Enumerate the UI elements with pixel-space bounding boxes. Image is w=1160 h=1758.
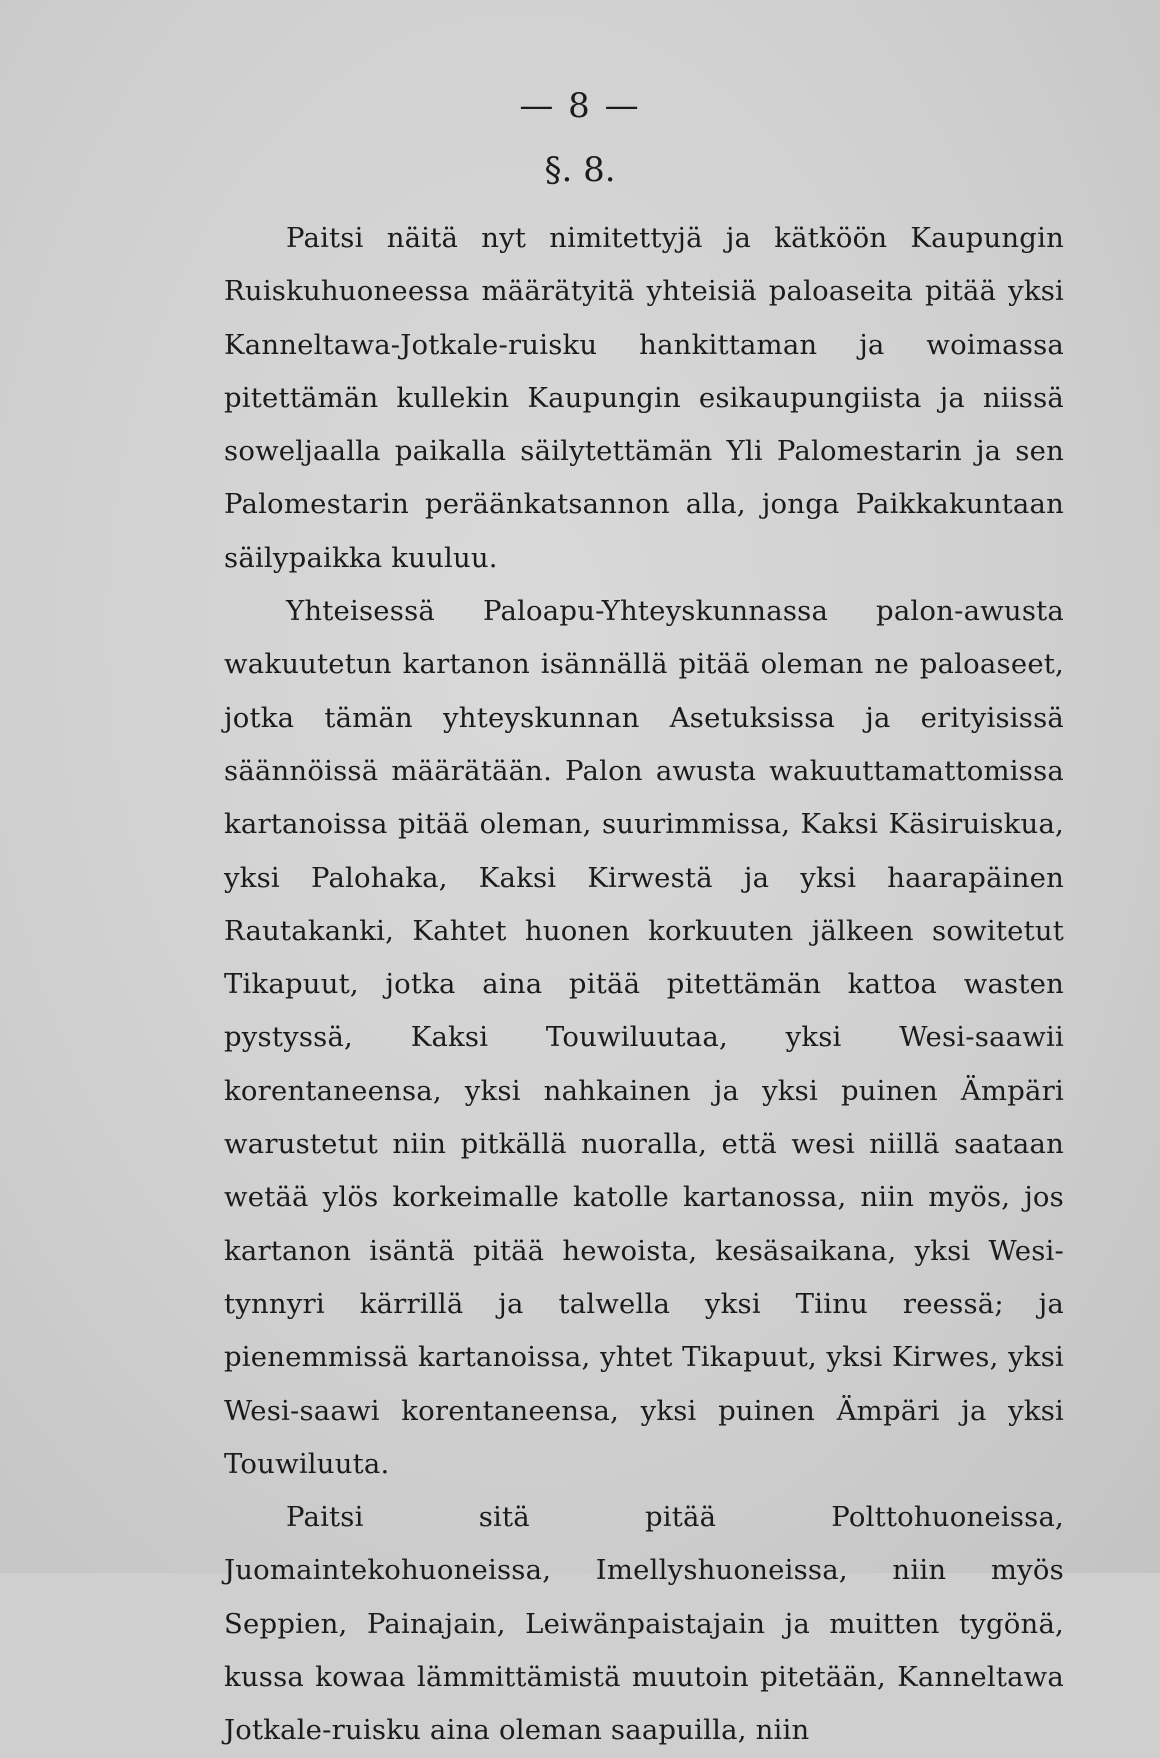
section-heading: §. 8. — [544, 150, 616, 190]
paragraph-3: Paitsi sitä pitää Polttohuoneissa, Juomaintekohuoneissa, Imellyshuoneissa, niin myös Seppien, Painajain, Leiwänpaistajain ja muitten tygönä, kussa kowaa lämmittämistä muutoin pitetään, Kanneltawa Jotkale-ruisku aina oleman saapuilla, niin — [224, 1501, 1064, 1747]
body-text — [224, 212, 1064, 1758]
paragraph-2: Yhteisessä Paloapu-Yhteyskunnassa palon-awusta wakuutetun kartanon isännällä pitää oleman ne paloaseet, jotka tämän yhteyskunnan Asetuksissa ja erityisissä säännöissä määrätään. Palon awusta wakuuttamattomissa kartanoissa pitää oleman, suurimmissa, Kaksi Käsiruiskua, yksi Palohaka, Kaksi Kirwestä ja yksi haarapäinen Rautakanki, Kahtet huonen korkuuten jälkeen sowitetut Tikapuut, jotka aina pitää pitettämän kattoa wasten pystyssä, Kaksi Touwiluutaa, yksi Wesi-saawii korentaneensa, yksi nahkainen ja yksi puinen Ämpäri warustetut niin pitkällä nuoralla, että wesi niillä saataan wetää ylös korkeimalle katolle kartanossa, niin myös, jos kartanon isäntä pitää hewoista, kesäsaikana, yksi Wesi-tynnyri kärrillä ja talwella yksi Tiinu reessä; ja pienemmissä kartanoissa, yhtet Tikapuut, yksi Kirwes, yksi Wesi-saawi korentaneensa, yksi puinen Ämpäri ja yksi Touwiluuta. — [224, 595, 1064, 1480]
page-number-header: — 8 — — [519, 86, 641, 126]
paragraph-1: Paitsi näitä nyt nimitettyjä ja kätköön Kaupungin Ruiskuhuoneessa määrätyitä yhteisiä paloaseita pitää yksi Kanneltawa-Jotkale-ruisku hankittaman ja woimassa pitettämän kullekin Kaupungin esikaupungiista ja niissä soweljaalla paikalla säilytettämän Yli Palomestarin ja sen Palomestarin peräänkatsannon alla, jonga Paikkakuntaan säilypaikka kuuluu. — [224, 222, 1064, 574]
